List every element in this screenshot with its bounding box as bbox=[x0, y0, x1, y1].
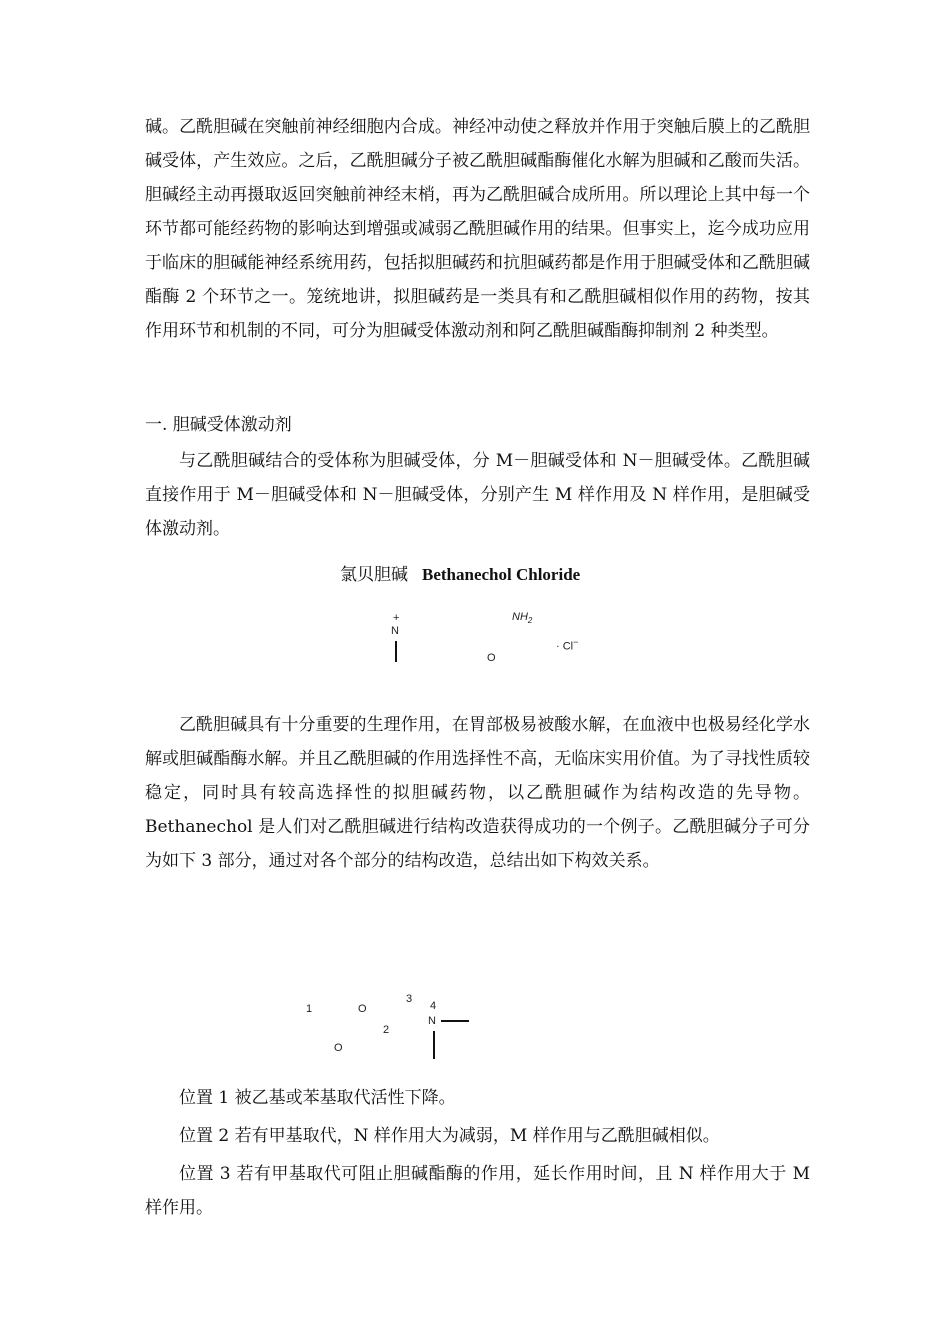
position-label-3: 3 bbox=[406, 993, 413, 1005]
intro-paragraph: 碱。乙酰胆碱在突触前神经细胞内合成。神经冲动使之释放并作用于突触后膜上的乙酰胆碱受体，产生效应。之后，乙酰胆碱分子被乙酰胆碱酯酶催化水解为胆碱和乙酸而失活。胆碱经主动再摄取返回突触前神经末梢，再为乙酰胆碱合成所用。所以理论上其中每一个环节都可能经药物的影响达到增强或减弱乙酰胆碱作用的结果。但事实上，迄今成功应用于临床的胆碱能神经系统用药，包括拟胆碱药和抗胆碱药都是作用于胆碱受体和乙酰胆碱酯酶 2 个环节之一。笼统地讲，拟胆碱药是一类具有和乙酰胆碱相似作用的药物，按其作用环节和机制的不同，可分为胆碱受体激动剂和阿乙酰胆碱酯酶抑制剂 2 种类型。 bbox=[145, 117, 810, 341]
compound-title bbox=[340, 562, 580, 588]
structure-bond-horizontal bbox=[441, 1020, 469, 1022]
position-2-text: 位置 2 若有甲基取代，N 样作用大为减弱，M 样作用与乙酰胆碱相似。 bbox=[179, 1126, 720, 1146]
position-label-1: 1 bbox=[306, 1003, 313, 1015]
structure-nitrogen-ach: N bbox=[428, 1015, 436, 1027]
position-3-text: 位置 3 若有甲基取代可阻止胆碱酯酶的作用，延长作用时间，且 N 样作用大于 M 样作用。 bbox=[145, 1164, 810, 1218]
section-heading: 一. 胆碱受体激动剂 bbox=[145, 415, 292, 435]
structure-oxygen-carbonyl: O bbox=[334, 1042, 343, 1054]
structure-oxygen-ester: O bbox=[358, 1003, 367, 1015]
structure-plus-charge: + bbox=[393, 612, 400, 624]
structure-chloride: · Cl− bbox=[556, 637, 579, 653]
position-label-2: 2 bbox=[383, 1024, 390, 1036]
structure-bond-vertical-ach bbox=[433, 1031, 435, 1059]
compound-name-cn: 氯贝胆碱 bbox=[340, 565, 408, 585]
position-1-text: 位置 1 被乙基或苯基取代活性下降。 bbox=[179, 1088, 456, 1108]
structure-amine: $NH_2$ bbox=[512, 611, 533, 626]
structure-nitrogen: N bbox=[391, 625, 399, 637]
sar-intro-paragraph: 乙酰胆碱具有十分重要的生理作用，在胃部极易被酸水解，在血液中也极易经化学水解或胆碱酯酶水解。并且乙酰胆碱的作用选择性不高，无临床实用价值。为了寻找性质较稳定，同时具有较高选择性的拟胆碱药物，以乙酰胆碱作为结构改造的先导物。Bethanechol 是人们对乙酰胆碱进行结构改造获得成功的一个例子。乙酰胆碱分子可分为如下 3 部分，通过对各个部分的结构改造，总结出如下构效关系。 bbox=[145, 715, 810, 871]
compound-name-en: Bethanechol Chloride bbox=[422, 565, 581, 584]
structure-oxygen: O bbox=[487, 652, 496, 664]
structure-bond-vertical bbox=[395, 641, 397, 662]
section-paragraph: 与乙酰胆碱结合的受体称为胆碱受体，分 M－胆碱受体和 N－胆碱受体。乙酰胆碱直接作用于 M－胆碱受体和 N－胆碱受体，分别产生 M 样作用及 N 样作用，是胆碱受体激动剂。 bbox=[145, 451, 810, 539]
position-label-4: 4 bbox=[430, 1000, 437, 1012]
